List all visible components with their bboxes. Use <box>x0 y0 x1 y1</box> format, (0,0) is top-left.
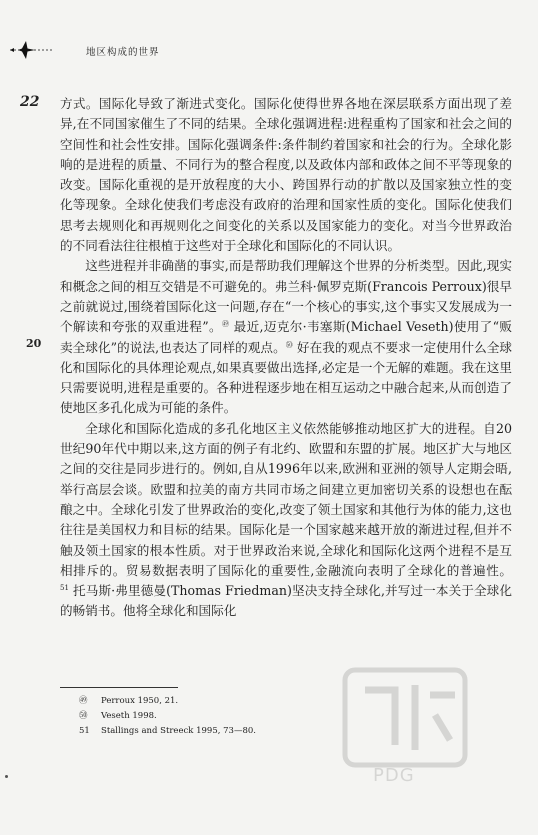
star-arrow-ornament-icon <box>8 40 56 60</box>
paragraph-2-text: 这些进程并非确凿的事实,而是帮助我们理解这个世界的分析类型。因此,现实和概念之间的相互交错是不可避免的。弗兰科·佩罗克斯(Francois Perroux)很早之前就说过,围绕着国际化这一问题,存在“一个核心的事实,这个事实又发展成为一个解读和夸张的双重进程”。 <box>60 258 512 335</box>
note-ref-49: ㊾ <box>221 320 230 329</box>
footnote-mark: ㊾ <box>79 696 88 706</box>
footnotes <box>79 694 379 739</box>
footnote-mark: ㊿ <box>79 711 88 721</box>
paragraph-1: 方式。国际化导致了渐进式变化。国际化使得世界各地在深层联系方面出现了差异,在不同国家催生了不同的结果。全球化强调进程:进程重构了国家和社会之间的空间性和社会性安排。国际化强调条件:条件制约着国家和社会的行为。全球化影响的是进程的质量、不同行为的整合程度,以及政体内部和政体之间不平等现象的改变。国际化重视的是开放程度的大小、跨国界行动的扩散以及国家独立性的变化等现象。全球化使我们考虑没有政府的治理和国家性质的变化。国际化使我们思考去规则化和再规则化之间变化的关系以及国家能力的变化。对当今世界政治的不同看法往往根植于这些对于全球化和国际化的不同认识。 <box>60 96 512 254</box>
footnote-text: Veseth 1998. <box>101 711 157 721</box>
footnote-divider <box>60 687 178 688</box>
paragraph-2-end: 好在我的观点不要求一定使用什么全球化和国际化的具体理论观点,如果真要做出选择,必定是一个无解的难题。我在这里只需要说明,进程是重要的。各种进程逐步地在相互运动之中融合起来,从而创造了使地区多孔化成为可能的条件。 <box>60 339 513 416</box>
watermark-text: PDG <box>373 765 415 786</box>
running-header <box>8 38 308 62</box>
body-text <box>60 94 512 622</box>
page-number: 22 <box>20 94 40 110</box>
header-title: 地区构成的世界 <box>86 47 160 58</box>
paragraph-2 <box>60 256 512 418</box>
note-ref-50: ㊿ <box>285 340 293 349</box>
margin-page-reference: 20 <box>26 337 42 350</box>
footnote-item <box>79 709 379 724</box>
library-seal-watermark-icon <box>335 665 475 800</box>
paragraph-3-text: 全球化和国际化造成的多孔化地区主义依然能够推动地区扩大的进程。自20世纪90年代中期以来,这方面的例子有北约、欧盟和东盟的扩展。地区扩大与地区之间的交往是同步进行的。例如,自从1996年以来,欧洲和亚洲的领导人定期会晤,举行高层会谈。欧盟和拉美的南方共同市场之间建立更加密切关系的设想也在酝酿之中。全球化引发了世界政治的变化,改变了领土国家和其他行为体的能力,这也往往是美国权力和目标的结果。国际化是一个国家越来越开放的渐进过程,但并不触及领土国家的根本性质。对于世界政治来说,全球化和国际化这两个进程不是互相排斥的。贸易数据表明了国际化的重要性,金融流向表明了全球化的普遍性。 <box>60 420 512 578</box>
footnote-text: Stallings and Streeck 1995, 73—80. <box>101 726 256 736</box>
paragraph-3-continued: 托马斯·弗里德曼(Thomas Friedman)坚决支持全球化,并写过一本关于全球化的畅销书。他将全球化和国际化 <box>60 583 512 619</box>
paragraph-2-continued: 最近,迈克尔·韦塞斯(Michael Veseth)使用了“贩卖全球化”的说法,也表达了同样的观点。 <box>60 319 512 355</box>
footnote-item <box>79 724 379 739</box>
paragraph-3 <box>60 419 512 622</box>
footnote-mark: 51 <box>79 726 90 736</box>
scan-speck <box>5 775 8 778</box>
note-ref-51: 51 <box>60 583 69 592</box>
footnote-item <box>79 694 379 709</box>
footnote-text: Perroux 1950, 21. <box>101 696 179 706</box>
